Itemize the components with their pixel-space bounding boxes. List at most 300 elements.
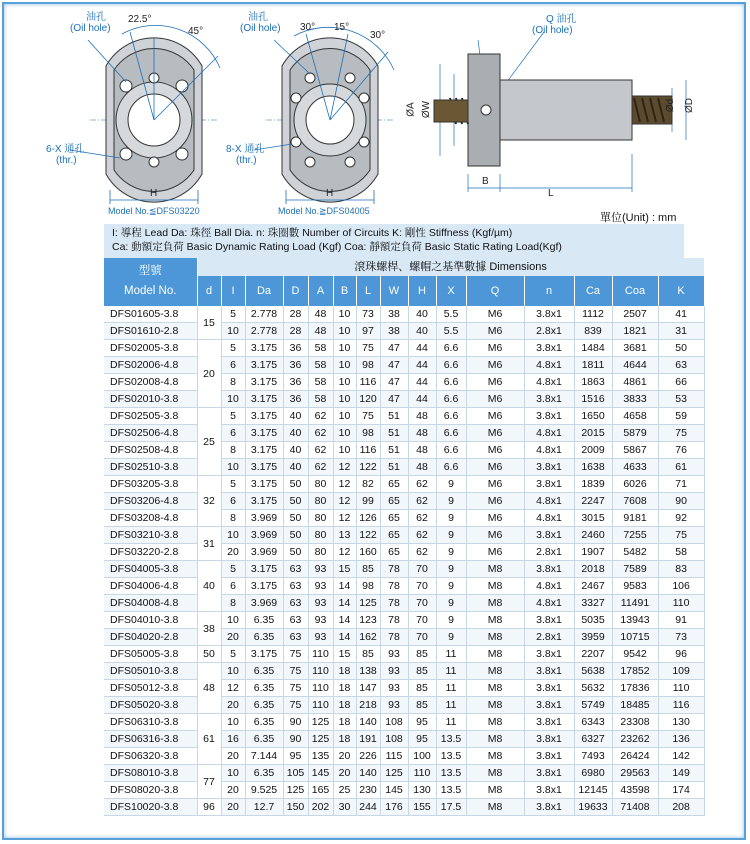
dim-b-label: B <box>482 176 489 187</box>
table-cell: M6 <box>466 340 524 357</box>
table-cell: M8 <box>466 578 524 595</box>
table-cell: 19633 <box>574 799 612 816</box>
table-cell: 75 <box>356 408 380 425</box>
table-cell: 75 <box>283 697 308 714</box>
table-cell: M6 <box>466 442 524 459</box>
unit-label: 單位(Unit) : mm <box>600 212 677 224</box>
table-cell: 12 <box>333 510 356 527</box>
table-cell: 18 <box>333 697 356 714</box>
table-cell: 4.8x1 <box>524 510 574 527</box>
table-cell: 18485 <box>612 697 658 714</box>
table-cell: 6.6 <box>436 340 466 357</box>
table-cell: 110 <box>308 680 333 697</box>
table-cell: M6 <box>466 323 524 340</box>
table-cell: 12.7 <box>245 799 283 816</box>
table-cell: M8 <box>466 663 524 680</box>
table-cell: 7608 <box>612 493 658 510</box>
table-cell: 10 <box>333 306 356 323</box>
table-cell: 90 <box>283 731 308 748</box>
table-cell: 3.8x1 <box>524 561 574 578</box>
table-cell: 6 <box>221 425 245 442</box>
table-cell: DFS02005-3.8 <box>104 340 197 357</box>
table-cell: M8 <box>466 697 524 714</box>
table-cell: 3.969 <box>245 595 283 612</box>
table-cell: M6 <box>466 527 524 544</box>
table-cell: 109 <box>658 663 704 680</box>
table-cell: 93 <box>380 663 408 680</box>
table-cell: DFS05020-3.8 <box>104 697 197 714</box>
table-cell: 5879 <box>612 425 658 442</box>
table-cell: 2018 <box>574 561 612 578</box>
table-cell: DFS03220-2.8 <box>104 544 197 561</box>
table-cell: 10 <box>333 442 356 459</box>
table-cell: 63 <box>658 357 704 374</box>
table-cell: 50 <box>283 544 308 561</box>
table-cell: 135 <box>308 748 333 765</box>
table-cell: 100 <box>408 748 436 765</box>
table-cell: 1650 <box>574 408 612 425</box>
table-cell: 140 <box>356 714 380 731</box>
table-cell: 80 <box>308 510 333 527</box>
table-cell: 50 <box>283 493 308 510</box>
table-cell: 32 <box>197 476 221 527</box>
table-cell: 174 <box>658 782 704 799</box>
flange-drawing-8-hole <box>218 8 418 218</box>
table-cell: 93 <box>380 697 408 714</box>
table-cell: 47 <box>380 340 408 357</box>
table-cell: 9 <box>436 629 466 646</box>
angle-label: 30° <box>370 30 386 41</box>
table-cell: 44 <box>408 340 436 357</box>
table-cell: 62 <box>408 544 436 561</box>
table-cell: 17.5 <box>436 799 466 816</box>
table-cell: 28 <box>283 306 308 323</box>
table-row <box>104 306 704 323</box>
table-row <box>104 748 704 765</box>
dim-h-label: H <box>326 188 334 199</box>
table-cell: 4658 <box>612 408 658 425</box>
table-cell: 1516 <box>574 391 612 408</box>
table-cell: 63 <box>283 629 308 646</box>
table-row <box>104 578 704 595</box>
table-cell: 75 <box>356 340 380 357</box>
table-cell: 106 <box>658 578 704 595</box>
table-cell: 3.8x1 <box>524 476 574 493</box>
table-cell: M6 <box>466 374 524 391</box>
table-cell: M8 <box>466 799 524 816</box>
table-cell: 3.8x1 <box>524 782 574 799</box>
table-cell: 29563 <box>612 765 658 782</box>
column-header: Q <box>466 276 524 306</box>
table-cell: 5632 <box>574 680 612 697</box>
table-cell: 40 <box>408 323 436 340</box>
table-cell: 48 <box>197 663 221 714</box>
table-cell: 63 <box>283 595 308 612</box>
table-cell: 142 <box>658 748 704 765</box>
table-cell: M8 <box>466 765 524 782</box>
table-cell: 12 <box>333 459 356 476</box>
table-cell: 3.969 <box>245 510 283 527</box>
table-cell: DFS05005-3.8 <box>104 646 197 663</box>
table-cell: 48 <box>408 408 436 425</box>
table-cell: 30 <box>333 799 356 816</box>
table-cell: 6.35 <box>245 731 283 748</box>
table-cell: 147 <box>356 680 380 697</box>
table-cell: 62 <box>408 493 436 510</box>
table-cell: 75 <box>658 425 704 442</box>
column-header: A <box>308 276 333 306</box>
table-cell: 116 <box>356 442 380 459</box>
table-cell: M6 <box>466 493 524 510</box>
table-cell: 125 <box>308 714 333 731</box>
table-cell: 150 <box>283 799 308 816</box>
table-row <box>104 357 704 374</box>
table-cell: 48 <box>408 425 436 442</box>
table-cell: 71 <box>658 476 704 493</box>
table-cell: 3.175 <box>245 442 283 459</box>
column-header: H <box>408 276 436 306</box>
table-cell: 9 <box>436 595 466 612</box>
table-cell: 65 <box>380 493 408 510</box>
model-header <box>104 258 197 306</box>
table-cell: 6.35 <box>245 765 283 782</box>
table-cell: 10 <box>333 425 356 442</box>
table-cell: 73 <box>658 629 704 646</box>
table-cell: 3.8x1 <box>524 391 574 408</box>
table-row <box>104 544 704 561</box>
table-cell: 18 <box>333 731 356 748</box>
table-cell: 91 <box>658 612 704 629</box>
table-cell: DFS08020-3.8 <box>104 782 197 799</box>
table-cell: 6.6 <box>436 425 466 442</box>
table-cell: DFS01610-2.8 <box>104 323 197 340</box>
table-cell: 7589 <box>612 561 658 578</box>
table-cell: 11 <box>436 680 466 697</box>
table-cell: 80 <box>308 527 333 544</box>
table-cell: 78 <box>380 595 408 612</box>
dimensions-header: 滾珠螺桿、螺帽之基準數據 Dimensions <box>197 258 704 276</box>
table-cell: 95 <box>283 748 308 765</box>
table-cell: 47 <box>380 357 408 374</box>
angle-label: 30° <box>300 22 316 33</box>
table-cell: DFS06310-3.8 <box>104 714 197 731</box>
table-cell: 20 <box>221 782 245 799</box>
table-cell: M6 <box>466 425 524 442</box>
table-cell: 23308 <box>612 714 658 731</box>
table-cell: 123 <box>356 612 380 629</box>
table-cell: 126 <box>356 510 380 527</box>
table-cell: 58 <box>308 340 333 357</box>
table-cell: 85 <box>356 561 380 578</box>
table-cell: 160 <box>356 544 380 561</box>
through-hole-label-cn: 6-X 通孔 <box>46 144 85 155</box>
table-cell: 48 <box>308 323 333 340</box>
table-cell: 5749 <box>574 697 612 714</box>
table-cell: 5035 <box>574 612 612 629</box>
table-cell: DFS03208-4.8 <box>104 510 197 527</box>
legend-line: Ca: 動額定負荷 Basic Dynamic Rating Load (Kgf) Coa: 靜額定負荷 Basic Static Rating Load(Kgf) <box>112 241 562 253</box>
drawing-caption: Model No.≦DFS03220 <box>108 206 200 216</box>
table-cell: 3.175 <box>245 374 283 391</box>
table-cell: 40 <box>197 561 221 612</box>
table-cell: 3833 <box>612 391 658 408</box>
table-cell: 11 <box>436 714 466 731</box>
table-cell: 95 <box>408 714 436 731</box>
table-cell: 10 <box>221 459 245 476</box>
dim-d-label: ØD <box>684 98 695 113</box>
table-cell: 5638 <box>574 663 612 680</box>
table-cell: 1821 <box>612 323 658 340</box>
table-cell: 70 <box>408 595 436 612</box>
table-cell: 2.8x1 <box>524 629 574 646</box>
table-cell: 61 <box>658 459 704 476</box>
q-oil-hole-label-cn: Q 油孔 <box>546 14 577 25</box>
table-cell: 80 <box>308 476 333 493</box>
table-row <box>104 340 704 357</box>
table-cell: 70 <box>408 578 436 595</box>
table-cell: 75 <box>283 646 308 663</box>
dim-small-d-label: Ød <box>665 98 677 113</box>
specification-table <box>104 258 705 816</box>
table-cell: 3.8x1 <box>524 646 574 663</box>
table-cell: 18 <box>333 663 356 680</box>
table-cell: 58 <box>308 391 333 408</box>
table-cell: 130 <box>658 714 704 731</box>
table-cell: 83 <box>658 561 704 578</box>
table-cell: 13.5 <box>436 782 466 799</box>
table-cell: 47 <box>380 391 408 408</box>
table-cell: 20 <box>221 544 245 561</box>
table-cell: 3.8x1 <box>524 680 574 697</box>
table-cell: 2507 <box>612 306 658 323</box>
table-row <box>104 425 704 442</box>
table-cell: 43598 <box>612 782 658 799</box>
table-cell: 9.525 <box>245 782 283 799</box>
table-cell: M8 <box>466 646 524 663</box>
table-cell: 58 <box>308 357 333 374</box>
table-cell: 5 <box>221 306 245 323</box>
table-cell: 12 <box>333 544 356 561</box>
table-cell: 110 <box>308 646 333 663</box>
table-cell: 2.8x1 <box>524 544 574 561</box>
table-cell: 115 <box>380 748 408 765</box>
table-cell: 2.8x1 <box>524 323 574 340</box>
table-row <box>104 323 704 340</box>
table-cell: 116 <box>356 374 380 391</box>
table-cell: 62 <box>408 510 436 527</box>
table-row <box>104 595 704 612</box>
table-cell: 13.5 <box>436 731 466 748</box>
table-cell: 125 <box>308 731 333 748</box>
table-cell: 5 <box>221 561 245 578</box>
table-cell: 12 <box>221 680 245 697</box>
table-cell: 13.5 <box>436 765 466 782</box>
table-cell: 48 <box>408 442 436 459</box>
table-cell: DFS02506-4.8 <box>104 425 197 442</box>
table-cell: M8 <box>466 748 524 765</box>
table-cell: 62 <box>308 408 333 425</box>
table-cell: 10 <box>221 527 245 544</box>
table-cell: 2467 <box>574 578 612 595</box>
dim-w-label: ØW <box>421 100 433 119</box>
table-cell: DFS05010-3.8 <box>104 663 197 680</box>
table-cell: 93 <box>308 612 333 629</box>
table-cell: 6.35 <box>245 714 283 731</box>
table-cell: 1112 <box>574 306 612 323</box>
table-cell: 3015 <box>574 510 612 527</box>
table-cell: 202 <box>308 799 333 816</box>
table-cell: DFS04020-2.8 <box>104 629 197 646</box>
table-cell: DFS06316-3.8 <box>104 731 197 748</box>
table-cell: 44 <box>408 391 436 408</box>
table-cell: 1484 <box>574 340 612 357</box>
table-cell: 12 <box>333 476 356 493</box>
table-cell: 61 <box>197 714 221 765</box>
column-header: n <box>524 276 574 306</box>
table-cell: 6327 <box>574 731 612 748</box>
dim-l-label: L <box>548 188 554 199</box>
table-cell: 8 <box>221 442 245 459</box>
table-cell: 3.8x1 <box>524 799 574 816</box>
table-cell: 12145 <box>574 782 612 799</box>
table-cell: 20 <box>221 748 245 765</box>
table-cell: 93 <box>308 629 333 646</box>
table-cell: 25 <box>333 782 356 799</box>
table-cell: 5 <box>221 476 245 493</box>
table-cell: M8 <box>466 612 524 629</box>
table-cell: 5867 <box>612 442 658 459</box>
table-cell: 6.35 <box>245 697 283 714</box>
table-cell: 5 <box>221 646 245 663</box>
table-cell: 62 <box>408 476 436 493</box>
table-cell: 6.6 <box>436 391 466 408</box>
table-cell: 63 <box>283 561 308 578</box>
table-cell: 108 <box>380 731 408 748</box>
table-cell: 62 <box>308 459 333 476</box>
table-cell: M8 <box>466 680 524 697</box>
through-hole-label-en: (thr.) <box>56 155 77 166</box>
table-cell: DFS04006-4.8 <box>104 578 197 595</box>
table-cell: M8 <box>466 561 524 578</box>
table-cell: 3.8x1 <box>524 306 574 323</box>
table-cell: 3.175 <box>245 476 283 493</box>
table-cell: 9 <box>436 476 466 493</box>
table-cell: 80 <box>308 544 333 561</box>
table-cell: 17836 <box>612 680 658 697</box>
table-cell: 14 <box>333 612 356 629</box>
table-cell: DFS02010-3.8 <box>104 391 197 408</box>
table-cell: 20 <box>221 799 245 816</box>
table-cell: 110 <box>408 765 436 782</box>
table-cell: 3327 <box>574 595 612 612</box>
table-cell: 3.175 <box>245 459 283 476</box>
table-cell: 7.144 <box>245 748 283 765</box>
table-cell: 4.8x1 <box>524 357 574 374</box>
table-cell: 40 <box>283 442 308 459</box>
table-cell: 3.8x1 <box>524 612 574 629</box>
table-cell: 122 <box>356 527 380 544</box>
table-cell: DFS04008-4.8 <box>104 595 197 612</box>
table-cell: 6.35 <box>245 629 283 646</box>
table-cell: 3.175 <box>245 340 283 357</box>
table-cell: 51 <box>380 408 408 425</box>
table-cell: 36 <box>283 357 308 374</box>
table-cell: 93 <box>308 578 333 595</box>
table-cell: 10 <box>221 765 245 782</box>
table-row <box>104 408 704 425</box>
table-cell: 110 <box>658 680 704 697</box>
table-cell: 85 <box>408 697 436 714</box>
table-cell: 839 <box>574 323 612 340</box>
table-cell: 110 <box>308 697 333 714</box>
table-cell: 4861 <box>612 374 658 391</box>
table-cell: 11491 <box>612 595 658 612</box>
table-cell: 10 <box>333 357 356 374</box>
column-header: Ca <box>574 276 612 306</box>
table-cell: 2009 <box>574 442 612 459</box>
table-row <box>104 527 704 544</box>
table-cell: 9 <box>436 561 466 578</box>
table-cell: 9 <box>436 493 466 510</box>
table-cell: 70 <box>408 561 436 578</box>
table-cell: 58 <box>658 544 704 561</box>
table-cell: 3.175 <box>245 357 283 374</box>
table-cell: 80 <box>308 493 333 510</box>
table-row <box>104 646 704 663</box>
table-cell: M6 <box>466 476 524 493</box>
table-cell: 2015 <box>574 425 612 442</box>
table-cell: 120 <box>356 391 380 408</box>
table-cell: 78 <box>380 612 408 629</box>
table-cell: 2.778 <box>245 306 283 323</box>
through-hole-label-cn: 8-X 通孔 <box>226 144 265 155</box>
table-cell: 3.175 <box>245 561 283 578</box>
table-cell: 90 <box>283 714 308 731</box>
table-cell: 3.8x1 <box>524 714 574 731</box>
table-cell: 10715 <box>612 629 658 646</box>
table-cell: 65 <box>380 510 408 527</box>
table-cell: 97 <box>356 323 380 340</box>
table-cell: 85 <box>408 663 436 680</box>
table-cell: 3.8x1 <box>524 663 574 680</box>
table-cell: 122 <box>356 459 380 476</box>
table-cell: 73 <box>356 306 380 323</box>
table-cell: 9181 <box>612 510 658 527</box>
table-cell: 165 <box>308 782 333 799</box>
table-cell: 155 <box>408 799 436 816</box>
table-cell: 31 <box>197 527 221 561</box>
column-header: I <box>221 276 245 306</box>
table-cell: 36 <box>283 374 308 391</box>
table-cell: 10 <box>333 323 356 340</box>
table-cell: 140 <box>356 765 380 782</box>
table-cell: 6.35 <box>245 612 283 629</box>
table-cell: 3.175 <box>245 408 283 425</box>
table-cell: 82 <box>356 476 380 493</box>
table-cell: 20 <box>333 765 356 782</box>
table-cell: 93 <box>380 646 408 663</box>
table-cell: 85 <box>408 680 436 697</box>
table-cell: 58 <box>308 374 333 391</box>
table-cell: DFS03206-4.8 <box>104 493 197 510</box>
oil-hole-label-en: (Oil hole) <box>240 23 281 34</box>
table-cell: 4.8x1 <box>524 493 574 510</box>
table-cell: 5 <box>221 340 245 357</box>
table-cell: 11 <box>436 697 466 714</box>
table-cell: 9 <box>436 527 466 544</box>
table-row <box>104 799 704 816</box>
table-cell: 62 <box>308 442 333 459</box>
